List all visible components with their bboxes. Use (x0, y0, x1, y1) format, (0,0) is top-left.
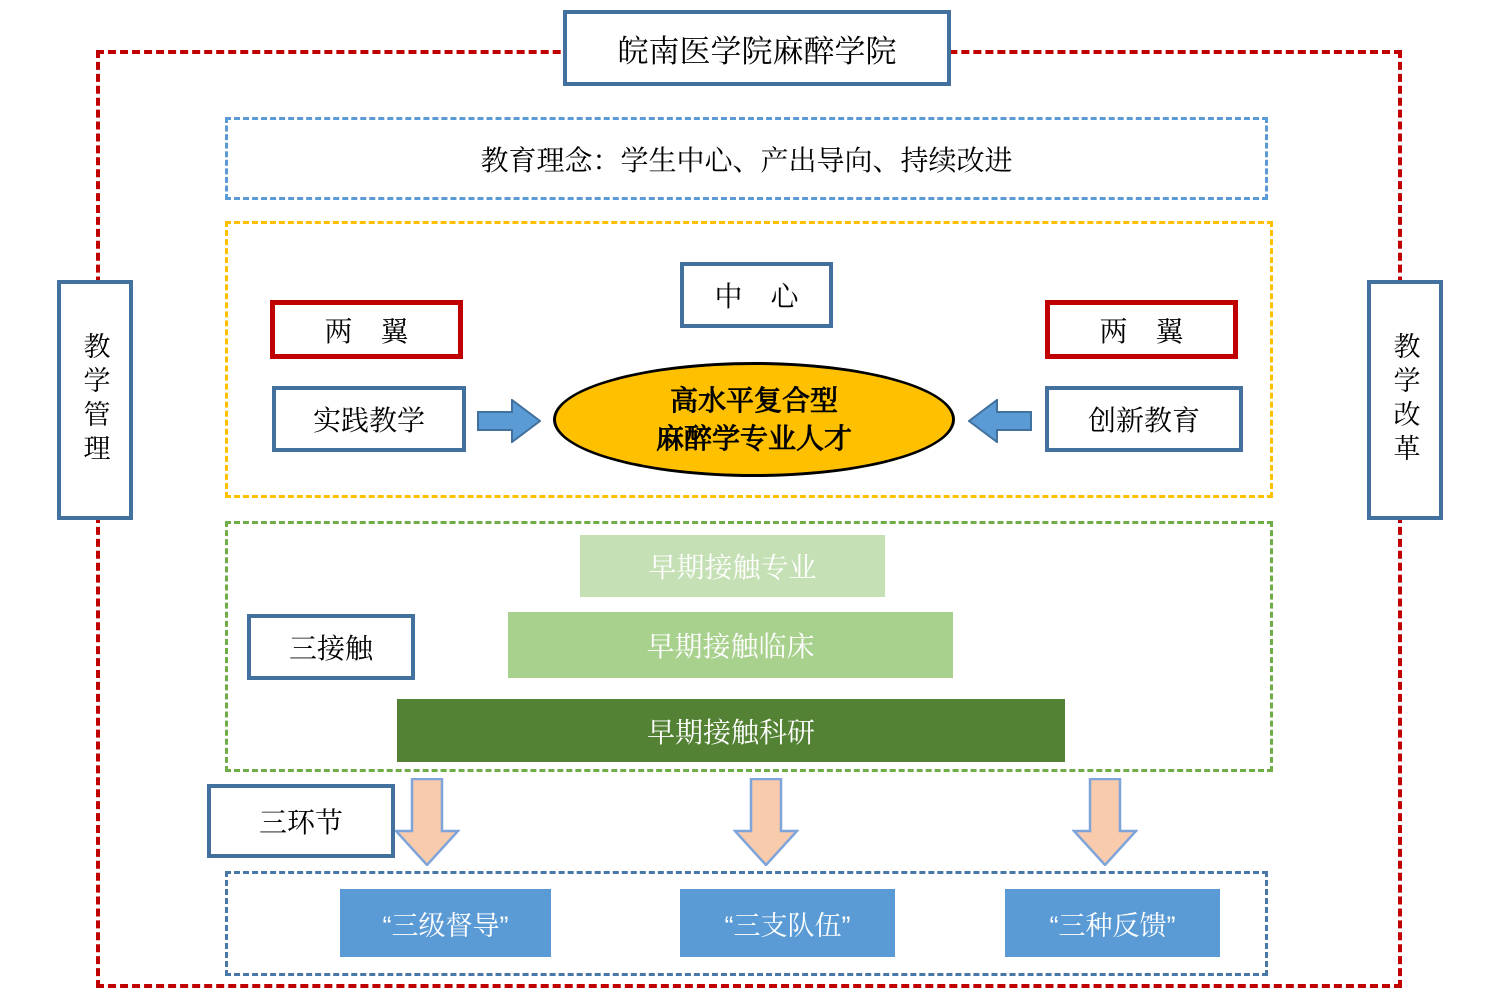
arrow-down-left-icon (394, 778, 460, 866)
practice-teaching-box: 实践教学 (272, 386, 466, 452)
sidebar-teaching-management: 教学管理 (57, 280, 133, 520)
arrow-down-right-icon (1072, 778, 1138, 866)
goal-line2: 麻醉学专业人才 (655, 422, 852, 454)
feedback-box-supervision: “三级督导” (340, 889, 551, 957)
arrow-down-middle-icon (733, 778, 799, 866)
bar-early-contact-research: 早期接触科研 (397, 699, 1065, 762)
three-contacts-label-box: 三接触 (247, 614, 415, 680)
philosophy-text: 教育理念：学生中心、产出导向、持续改进 (480, 144, 1013, 176)
wings-left-box: 两 翼 (270, 300, 463, 359)
philosophy-box (225, 117, 1268, 200)
page-title: 皖南医学院麻醉学院 (563, 10, 951, 86)
sidebar-teaching-reform: 教学改革 (1367, 280, 1443, 520)
center-label-box: 中 心 (680, 262, 833, 328)
feedback-box-feedback: “三种反馈” (1005, 889, 1220, 957)
arrow-left-icon (968, 399, 1032, 443)
innovation-education-box: 创新教育 (1045, 386, 1243, 452)
bar-early-contact-clinical: 早期接触临床 (508, 612, 953, 678)
goal-line1: 高水平复合型 (669, 384, 838, 416)
three-links-label-box: 三环节 (207, 784, 395, 858)
bar-early-contact-major: 早期接触专业 (580, 535, 885, 597)
goal-ellipse (553, 362, 955, 477)
arrow-right-icon (477, 399, 541, 443)
wings-right-box: 两 翼 (1045, 300, 1238, 359)
feedback-box-teams: “三支队伍” (680, 889, 895, 957)
